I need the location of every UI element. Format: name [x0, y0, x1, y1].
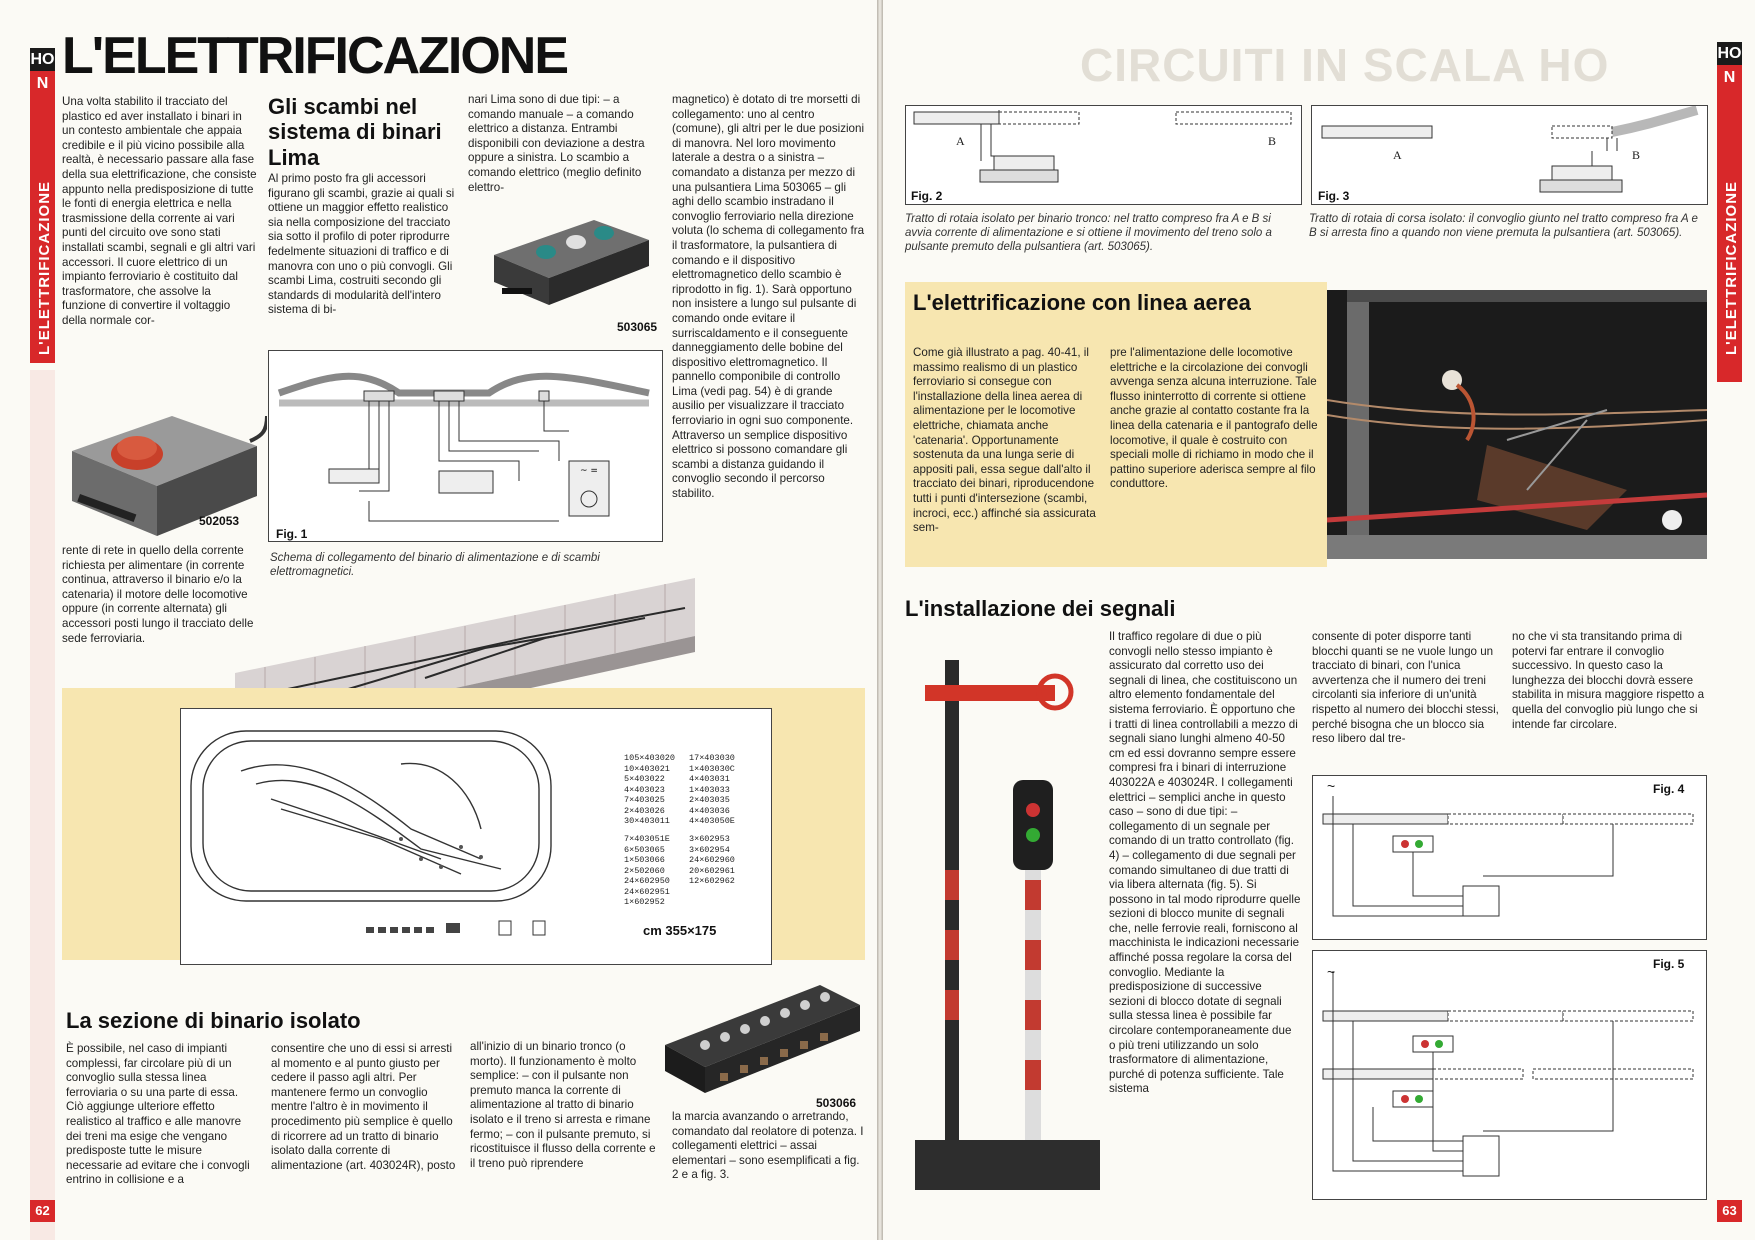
fig3-point-a: A	[1393, 148, 1402, 162]
fig5-ac-symbol: ~	[1327, 964, 1336, 980]
parts-list-item: 105×403020	[624, 753, 676, 763]
parts-list-item: 24×602951	[624, 886, 670, 897]
isolated-text-col1: È possibile, nel caso di impianti complessi, far circolare più di un convoglio sulla stessa linea ferroviaria o su una parte di essa. Ciò aggiunge ulteriore effetto realistico al traffico e alle manovre dei treni ma esige che vengano predisposte tutte le misure necessarie ad evitare che i convogli entrino in collisione e a	[66, 1042, 250, 1187]
scale-tag-n: N	[30, 72, 55, 95]
parts-list-item: 4×403031	[689, 774, 730, 784]
catenary-text-col1: Come già illustrato a pag. 40-41, il massimo realismo di un plastico ferroviario si consegue con l'installazione della linea aerea di alimentazione per le locomotive elettriche, chiamata anche 'catenaria'. Opportunamente sostenuta da una lunga serie di appositi pali, essa segue dall'alto il tracciato dei binari, riproducendone tutti i punti d'intersezione (scambi, incroci, ecc.) affinché sia assicurata sem-	[913, 346, 1096, 535]
switches-text-col3: nari Lima sono di due tipi: – a comando manuale – a comando elettrico a distanza. Entrambi disponibili con deviazione a destra oppure a sinistra. Lo scambio a comando elettrico (meglio definito elettro-	[468, 93, 645, 194]
product-code-pushbutton: 503065	[617, 320, 658, 334]
parts-list-item: 2×403035	[689, 795, 730, 805]
switches-text-col4: magnetico) è dotato di tre morsetti di collegamento: uno al centro (comune), gli altri per le due posizioni di manovra. Nel loro movimento laterale a destra o a sinistra – comandato a distanza per mezzo di una pulsantiera Lima 503065 – gli aghi dello scambio instradano il convoglio ferroviario nella direzione voluta (lo schema di collegamento fra il trasformatore, la pulsantiera di comando e il dispositivo elettromagnetico dello scambio è riprodotto in fig. 1). Sarà opportuno non insistere a lungo sul pulsante di comando onde evitare il surriscaldamento e il conseguente danneggiamento delle bobine del dispositivo elettromagnetico. Il pannello componibile di controllo Lima (vedi pag. 54) è di grande ausilio per visualizzare il tracciato ferroviario in ogni suo componente. Attraverso un semplice dispositivo elettrico si possono comandare gli scambi a distanza guidando il convoglio secondo il percorso stabilito.	[672, 93, 865, 501]
fig2-point-a: A	[956, 134, 965, 148]
parts-list-item: 7×403051E	[624, 834, 670, 844]
fig1-label: Fig. 1	[276, 527, 308, 541]
isolator-module-photo	[660, 975, 865, 1105]
parts-list-col4	[689, 834, 735, 887]
isolated-text-col2: consentire che uno di essi si arresti al momento e al punto giusto per cedere il passo agli altri. Per mantenere fermo un convoglio mentre l'altro è in movimento il procedimento più semplice è quello di ricorrere ad un tratto di binario isolato dalla corrente di alimentazione (art. 403024R), posto	[271, 1042, 456, 1172]
pushbutton-panel-photo	[484, 200, 654, 318]
side-label: L'ELETTRIFICAZIONE	[36, 180, 53, 355]
parts-list-item: 1×403030C	[689, 763, 735, 774]
ghost-title-bleed: CIRCUITI IN SCALA HO	[1080, 39, 1610, 91]
parts-list-item: 10×403021	[624, 763, 670, 774]
intro-text-bottom: rente di rete in quello della corrente richiesta per alimentare (in corrente continua, attraverso il binario e/o la catenaria) il motore delle locomotive oppure (in corrente alternata) gli accessori posti lungo il tracciato delle sede ferroviaria.	[62, 544, 254, 645]
intro-text-top: Una volta stabilito il tracciato del plastico ed aver installato i binari in un contesto ambientale che appaia credibile e il più vicino possibile alla realtà, è necessario passare alla fase della sua elettrificazione, che consiste appunto nella predisposizione di tutte le fonti di energia elettrica e nella trasmissione della corrente ai vari punti del circuito ove sono stati installati scambi, segnali e gli altri vari accessori. Il cuore elettrico di un impianto ferroviario è costituito dal trasformatore, che assolve la funzione di convertire il voltaggio della normale cor-	[62, 95, 257, 327]
parts-list-item: 6×503065	[624, 844, 665, 855]
heading-signals: L'installazione dei segnali	[905, 596, 1176, 621]
parts-list-item: 4×403023	[624, 784, 665, 795]
parts-list-item: 2×403026	[624, 805, 665, 816]
signals-text-col1: Il traffico regolare di due o più convogli nello stesso impianto è assicurato dal corretto uso dei segnali di linea, che costituiscono un altro elemento fondamentale del sistema ferroviario. È opportuno che i tratti di linea controllabili a mezzo di segnali siano lunghi almeno 40-50 cm ed essi dovranno sempre essere compresi fra i binari di interruzione 403022A e 403024R. I collegamenti elettrici – semplici anche in questo caso – sono di due tipi: – collegamento di un segnale per comando di un tratto controllato (fig. 4) – collegamento di due segnali per comando simultaneo di due tratti di via libera alternata (fig. 5). Si possono in tal modo riprodurre quelle sezioni di blocco munite di segnali che, nelle ferrovie reali, forniscono al macchinista le indicazioni necessarie affinché possa regolare la corsa del convoglio. Mediante la predisposizione di successive sezioni di blocco dotate di segnali sulla stessa linea è possibile far circolare contemporaneamente due o più treni utilizzando un solo trasformatore di alimentazione, purché di potenza sufficiente. Tale sistema	[1109, 630, 1301, 1096]
scale-tag-n: N	[1717, 66, 1742, 89]
fig3-caption: Tratto di rotaia di corsa isolato: il convoglio giunto nel tratto compreso fra A e B si arresta fino a quando non viene premuta la pulsantiera (art. 503065).	[1309, 213, 1698, 239]
fig2-point-b: B	[1268, 134, 1277, 148]
fig2-diagram	[905, 105, 1302, 205]
parts-list-col1	[624, 753, 675, 827]
fig2-caption: Tratto di rotaia isolato per binario tronco: nel tratto compreso fra A e B si avvia corrente di alimentazione e si ottiene il movimento del treno solo a pulsante premuto della pulsantiera (art. 503065).	[905, 213, 1272, 253]
product-code-transformer: 502053	[199, 514, 240, 528]
heading-switches: Gli scambi nel sistema di binari Lima	[268, 94, 442, 170]
parts-list-item: 2×502060	[624, 865, 665, 876]
fig4-label: Fig. 4	[1653, 782, 1685, 796]
fig1-diagram	[268, 350, 663, 542]
catenary-text-col2: pre l'alimentazione delle locomotive elettriche e la circolazione dei convogli avvenga senza alcuna interruzione. Tale flusso ininterrotto di corrente si ottiene anche grazie al contatto costante fra la linea della catenaria e il pantografo delle locomotive, il quale è costruito con speciali molle di richiamo in modo che il pattino superiore aderisca sempre al filo conduttore.	[1110, 346, 1318, 491]
left-sidebar-shade	[30, 370, 55, 1240]
page-number: 63	[1717, 1200, 1742, 1222]
parts-list-item: 12×602962	[689, 876, 735, 886]
parts-list-item: 3×602953	[689, 834, 730, 844]
fig4-ac-symbol: ~	[1327, 778, 1336, 794]
fig5-diagram	[1312, 950, 1707, 1200]
switches-text-col2: Al primo posto fra gli accessori figurano gli scambi, grazie ai quali si ottiene un maggior effetto realistico sia nella composizione del tracciato sia sotto il profilo di poter riprodurre fedelmente situazioni di traffico e di manovra con uno o più convogli. Gli scambi Lima, costruiti secondo gli standards di modularità dell'intero sistema di bi-	[268, 172, 455, 317]
heading-isolated-section: La sezione di binario isolato	[66, 1008, 361, 1033]
parts-list-item: 3×602954	[689, 844, 730, 855]
parts-list-item: 5×403022	[624, 774, 665, 784]
parts-list-item: 1×503066	[624, 855, 665, 865]
parts-list-item: 24×602950	[624, 876, 670, 886]
parts-list-item: 30×403011	[624, 816, 670, 826]
scale-tag-ho: HO	[30, 48, 55, 71]
isolated-text-col4: la marcia avanzando o arretrando, comandato dal reolatore di potenza. I collegamenti elettrici – assai elementari – sono esemplificati a fig. 2 e a fig. 3.	[672, 1110, 864, 1182]
parts-list-item: 24×602960	[689, 855, 735, 865]
parts-list-item: 7×403025	[624, 795, 665, 805]
parts-list-item: 4×403036	[689, 805, 730, 816]
parts-list-col3	[624, 834, 670, 908]
parts-list-item: 1×602952	[624, 897, 665, 907]
signals-text-col3: no che vi sta transitando prima di potervi far entrare il convoglio successivo. In questo caso la lunghezza dei blocchi dovrà essere stabilita in misura maggiore rispetto a quella del convoglio più lungo che si intende far circolare.	[1512, 630, 1705, 731]
fig2-label: Fig. 2	[911, 189, 943, 203]
signals-text-col2: consente di poter disporre tanti blocchi quanti se ne vuole lungo un tracciato di binari, con l'unica avvertenza che il numero dei treni circolanti sia inferiore di un'unità rispetto al numero dei blocchi stessi, perché bisogna che un blocco sia reso libero dal tre-	[1312, 630, 1499, 746]
parts-list-item: 17×403030	[689, 753, 735, 763]
heading-catenary: L'elettrificazione con linea aerea	[913, 290, 1251, 315]
product-code-isolator: 503066	[816, 1096, 857, 1110]
scale-tag-ho: HO	[1717, 42, 1742, 65]
parts-list-item: 20×602961	[689, 865, 735, 876]
svg-text:~ =: ~ =	[580, 466, 598, 476]
fig3-label: Fig. 3	[1318, 189, 1350, 203]
fig5-label: Fig. 5	[1653, 957, 1685, 971]
fig3-diagram	[1311, 105, 1708, 205]
side-label: L'ELETTRIFICAZIONE	[1723, 180, 1740, 355]
page-title: L'ELETTRIFICAZIONE	[62, 27, 567, 85]
parts-list-item: 4×403050E	[689, 816, 735, 826]
page-number: 62	[30, 1200, 55, 1222]
fig1-caption: Schema di collegamento del binario di alimentazione e di scambi elettromagnetici.	[270, 552, 600, 578]
fig4-diagram	[1312, 775, 1707, 940]
pantograph-photo	[1327, 290, 1707, 559]
fig3-point-b: B	[1632, 148, 1641, 162]
parts-list-item: 1×403033	[689, 784, 730, 795]
left-page	[0, 0, 877, 1240]
semaphore-signals-photo	[905, 640, 1105, 1200]
parts-list-col2	[689, 753, 735, 827]
isolated-text-col3: all'inizio di un binario tronco (o morto). Il funzionamento è molto semplice: – con il pulsante non premuto manca la corrente di alimentazione al tratto di binario isolato e il treno si arresta e rimane fermo; – con il pulsante premuto, si ricostituisce il flusso della corrente e il treno può riprendere	[470, 1040, 656, 1170]
layout-dimensions: cm 355×175	[643, 923, 717, 938]
